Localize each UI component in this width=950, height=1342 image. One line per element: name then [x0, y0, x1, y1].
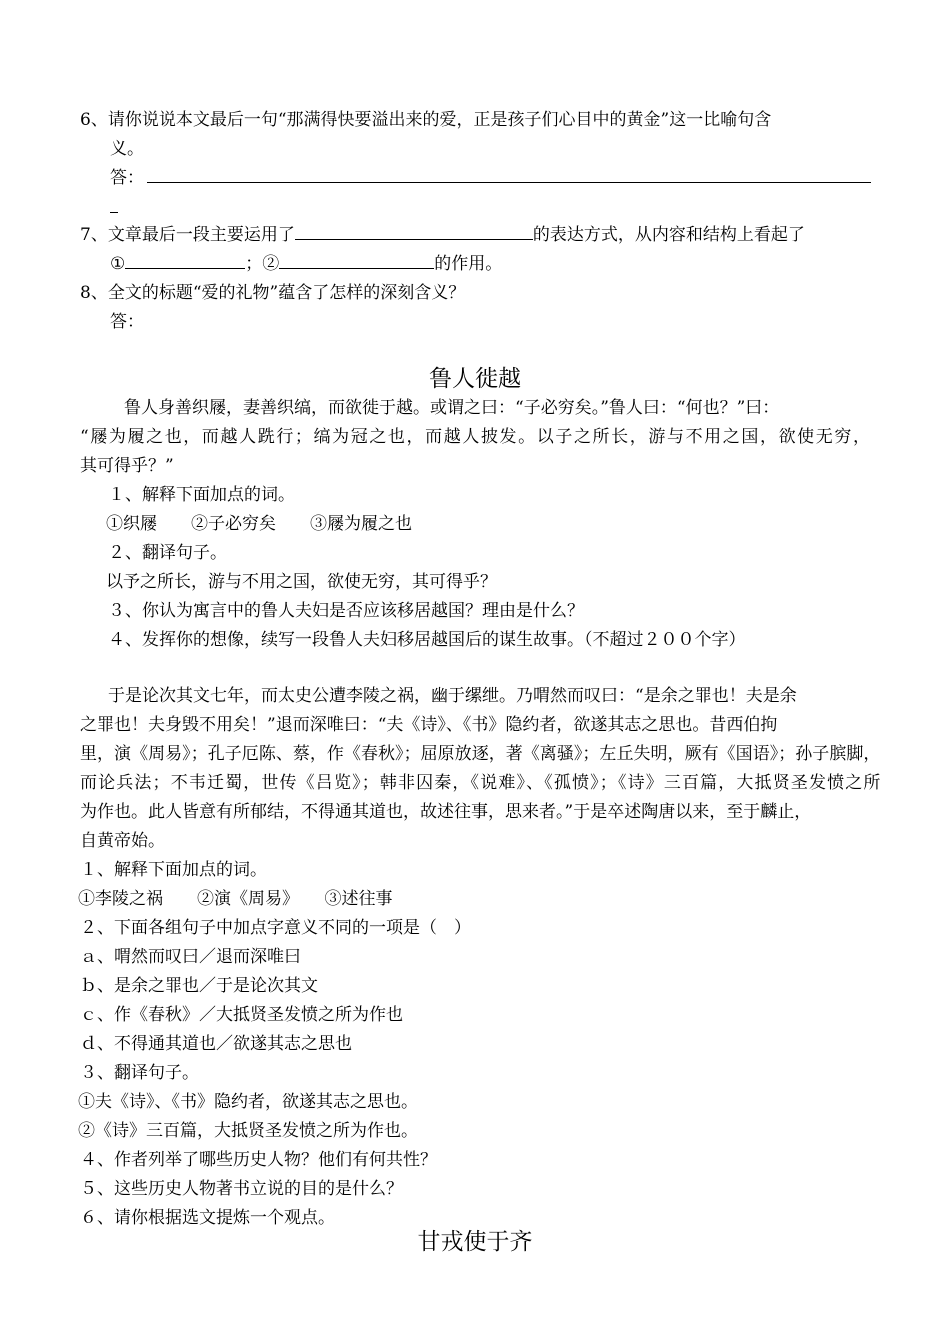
section2-question-2: ２、下面各组句子中加点字意义不同的一项是（ ）: [80, 918, 471, 938]
q7-blank1-label: ①: [110, 254, 126, 274]
section1-question-1: １、解释下面加点的词。: [108, 485, 295, 505]
q6-answer-line-tail: [110, 212, 118, 213]
section2-question-5: ５、这些历史人物著书立说的目的是什么？: [80, 1179, 403, 1199]
section2-passage-line1: 于是论次其文七年，而太史公遭李陵之祸，幽于缧绁。乃喟然而叹曰：“是余之罪也！夫是余: [108, 686, 797, 706]
section2-question-3: ３、翻译句子。: [80, 1063, 199, 1083]
section1-question-3: ３、你认为寓言中的鲁人夫妇是否应该移居越国？理由是什么？: [108, 601, 584, 621]
section2-question-3-sentence2: ②《诗》三百篇，大抵贤圣发愤之所为作也。: [78, 1121, 418, 1141]
q7-blank-method: [295, 221, 533, 240]
q7-separator: ；②: [245, 254, 280, 274]
section1-passage-line3: 其可得乎？”: [80, 456, 174, 476]
q7-text-part1: 7、文章最后一段主要运用了: [80, 225, 295, 245]
q7-line1: [80, 221, 805, 250]
section2-passage-line2: 之罪也！夫身毁不用矣！”退而深唯曰：“夫《诗》、《书》隐约者，欲遂其志之思也。昔西伯拘: [80, 715, 778, 735]
q6-answer-label: 答：: [110, 168, 144, 188]
section1-title: 鲁人徙越: [429, 366, 521, 392]
section3-title: 甘戎使于齐: [417, 1229, 533, 1255]
q6-line2: 义。: [110, 139, 144, 159]
q7-line2: [110, 250, 502, 279]
section1-question-2: ２、翻译句子。: [108, 543, 227, 563]
section1-question-4: ４、发挥你的想像，续写一段鲁人夫妇移居越国后的谋生故事。（不超过２００个字）: [108, 630, 746, 650]
section2-option-d: ｄ、不得通其道也／欲遂其志之思也: [80, 1034, 352, 1054]
section2-question-6: ６、请你根据选文提炼一个观点。: [80, 1208, 335, 1228]
section1-passage-line2: “屦为履之也，而越人跣行；缟为冠之也，而越人披发。以子之所长，游与不用之国，欲使无穷，: [80, 427, 870, 447]
section2-question-1: １、解释下面加点的词。: [80, 860, 267, 880]
section2-option-a: ａ、喟然而叹曰／退而深唯曰: [80, 947, 301, 967]
q8-answer-label: 答：: [110, 312, 144, 332]
section1-question-1-items: ①织屦 ②子必穷矣 ③屦为履之也: [106, 514, 412, 534]
q7-text-end: 的作用。: [434, 254, 503, 274]
section2-question-4: ４、作者列举了哪些历史人物？他们有何共性？: [80, 1150, 437, 1170]
q8-line1: 8、全文的标题“爱的礼物”蕴含了怎样的深刻含义？: [80, 283, 466, 303]
section2-option-c: ｃ、作《春秋》／大抵贤圣发愤之所为作也: [80, 1005, 403, 1025]
section2-question-3-sentence1: ①夫《诗》、《书》隐约者，欲遂其志之思也。: [78, 1092, 418, 1112]
section2-passage-line6: 自黄帝始。: [80, 831, 165, 851]
section2-question-1-items: ①李陵之祸 ②演《周易》 ③述往事: [78, 889, 393, 909]
section2-passage-line5: 为作也。此人皆意有所郁结，不得通其道也，故述往事，思来者。”于是卒述陶唐以来，至于麟止，: [80, 802, 812, 822]
q7-blank2: [279, 250, 434, 269]
section2-option-b: ｂ、是余之罪也／于是论次其文: [80, 976, 318, 996]
section2-passage-line4: 而论兵法；不韦迁蜀，世传《吕览》；韩非囚秦，《说难》、《孤愤》；《诗》三百篇，大抵贤圣发愤之所: [80, 773, 880, 793]
q7-text-part2: 的表达方式，从内容和结构上看起了: [532, 225, 805, 245]
q7-blank1: [125, 250, 245, 269]
section1-passage-line1: 鲁人身善织屦，妻善织缟，而欲徙于越。或谓之曰：“子必穷矣。”鲁人曰：“何也？”曰：: [124, 398, 780, 418]
q6-line1: 6、请你说说本文最后一句“那满得快要溢出来的爱，正是孩子们心目中的黄金”这一比喻句含: [80, 110, 772, 130]
section1-question-2-sentence: 以予之所长，游与不用之国，欲使无穷，其可得乎？: [106, 572, 497, 592]
q6-answer-line: [147, 182, 871, 183]
section2-passage-line3: 里，演《周易》；孔子厄陈、蔡，作《春秋》；屈原放逐，著《离骚》；左丘失明，厥有《国语》；孙子膑脚，: [80, 744, 880, 764]
